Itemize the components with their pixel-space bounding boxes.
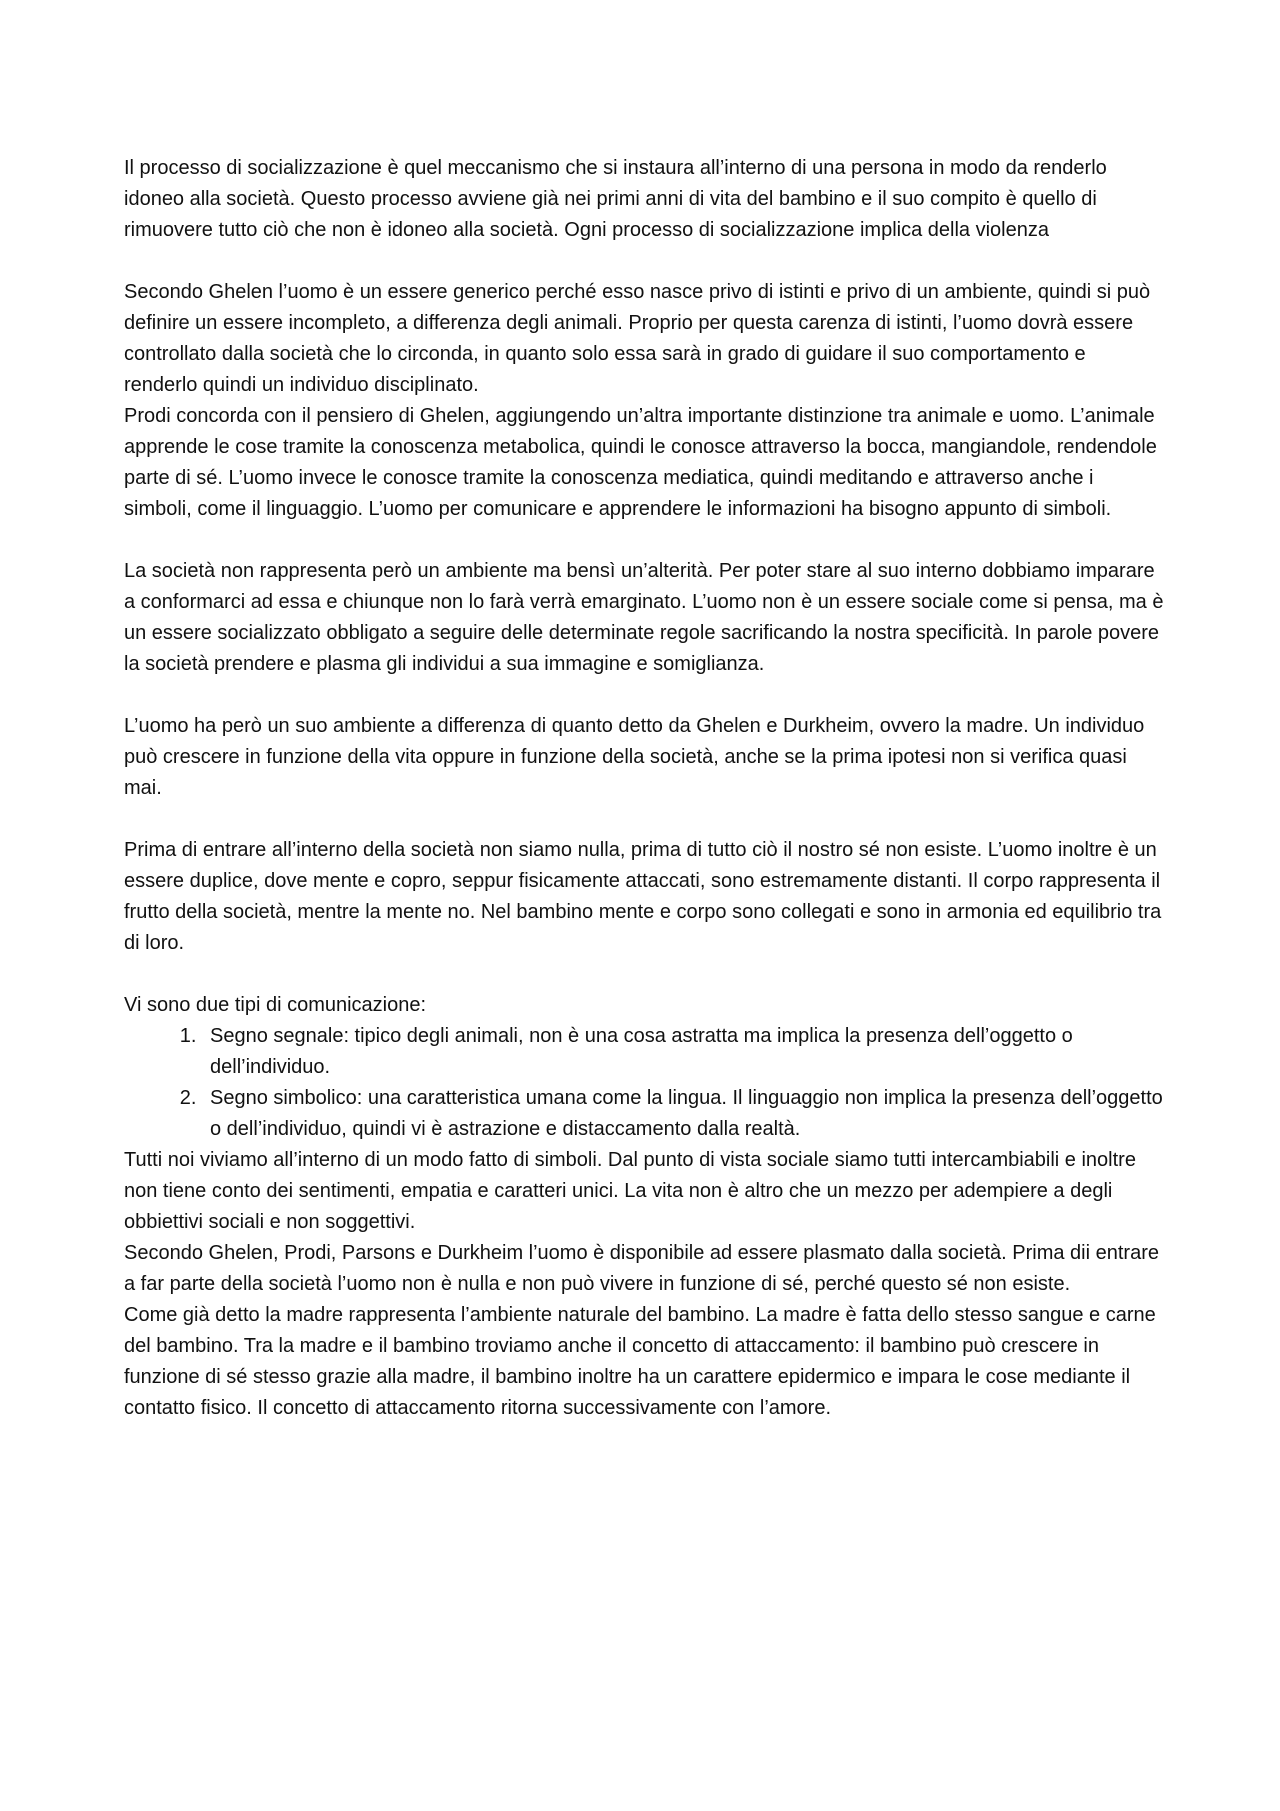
paragraph-comunicazione-intro: Vi sono due tipi di comunicazione:	[124, 994, 427, 1016]
communication-types-list	[124, 1021, 1164, 1145]
list-item: 1. Segno segnale: tipico degli animali, non è una cosa astratta ma implica la presenza dell’oggetto o dell’individuo.	[202, 1021, 1164, 1083]
document-body	[124, 153, 1164, 1424]
list-item: 2. Segno simbolico: una caratteristica umana come la lingua. Il linguaggio non implica la presenza dell’oggetto o dell’individuo, quindi vi è astrazione e distaccamento dalla realtà.	[202, 1083, 1164, 1145]
paragraph-plasmato: Secondo Ghelen, Prodi, Parsons e Durkheim l’uomo è disponibile ad essere plasmato dalla società. Prima dii entrare a far parte della società l’uomo non è nulla e non può vivere in funzione di sé, perché questo sé non esiste.	[124, 1242, 1159, 1295]
paragraph-se: Prima di entrare all’interno della società non siamo nulla, prima di tutto ciò il nostro sé non esiste. L’uomo inoltre è un essere duplice, dove mente e copro, seppur fisicamente attaccati, sono estremamente distanti. Il corpo rappresenta il frutto della società, mentre la mente no. Nel bambino mente e corpo sono collegati e sono in armonia ed equilibrio tra di loro.	[124, 839, 1162, 954]
paragraph-attaccamento: Come già detto la madre rappresenta l’ambiente naturale del bambino. La madre è fatta dello stesso sangue e carne del bambino. Tra la madre e il bambino troviamo anche il concetto di attaccamento: il bambino può crescere in funzione di sé stesso grazie alla madre, il bambino inoltre ha un carattere epidermico e impara le cose mediante il contatto fisico. Il concetto di attaccamento ritorna successivamente con l’amore.	[124, 1304, 1156, 1419]
paragraph-ghelen: Secondo Ghelen l’uomo è un essere generico perché esso nasce privo di istinti e privo di un ambiente, quindi si può definire un essere incompleto, a differenza degli animali. Proprio per questa carenza di istinti, l’uomo dovrà essere controllato dalla società che lo circonda, in quanto solo essa sarà in grado di guidare il suo comportamento e renderlo quindi un individuo disciplinato.	[124, 281, 1151, 396]
paragraph-prodi: Prodi concorda con il pensiero di Ghelen, aggiungendo un’altra importante distinzione tra animale e uomo. L’animale apprende le cose tramite la conoscenza metabolica, quindi le conosce attraverso la bocca, mangiandole, rendendole parte di sé. L’uomo invece le conosce tramite la conoscenza mediatica, quindi meditando e attraverso anche i simboli, come il linguaggio. L’uomo per comunicare e apprendere le informazioni ha bisogno appunto di simboli.	[124, 405, 1157, 520]
paragraph-alterita: La società non rappresenta però un ambiente ma bensì un’alterità. Per poter stare al suo interno dobbiamo imparare a conformarci ad essa e chiunque non lo farà verrà emarginato. L’uomo non è un essere sociale come si pensa, ma è un essere socializzato obbligato a seguire delle determinate regole sacrificando la nostra specificità. In parole povere la società prendere e plasma gli individui a sua immagine e somiglianza.	[124, 560, 1164, 675]
paragraph-madre: L’uomo ha però un suo ambiente a differenza di quanto detto da Ghelen e Durkheim, ovvero la madre. Un individuo può crescere in funzione della vita oppure in funzione della società, anche se la prima ipotesi non si verifica quasi mai.	[124, 715, 1145, 799]
paragraph-simboli: Tutti noi viviamo all’interno di un modo fatto di simboli. Dal punto di vista sociale siamo tutti intercambiabili e inoltre non tiene conto dei sentimenti, empatia e caratteri unici. La vita non è altro che un mezzo per adempiere a degli obbiettivi sociali e non soggettivi.	[124, 1149, 1136, 1233]
paragraph-socializzazione: Il processo di socializzazione è quel meccanismo che si instaura all’interno di una persona in modo da renderlo idoneo alla società. Questo processo avviene già nei primi anni di vita del bambino e il suo compito è quello di rimuovere tutto ciò che non è idoneo alla società. Ogni processo di socializzazione implica della violenza	[124, 157, 1107, 241]
